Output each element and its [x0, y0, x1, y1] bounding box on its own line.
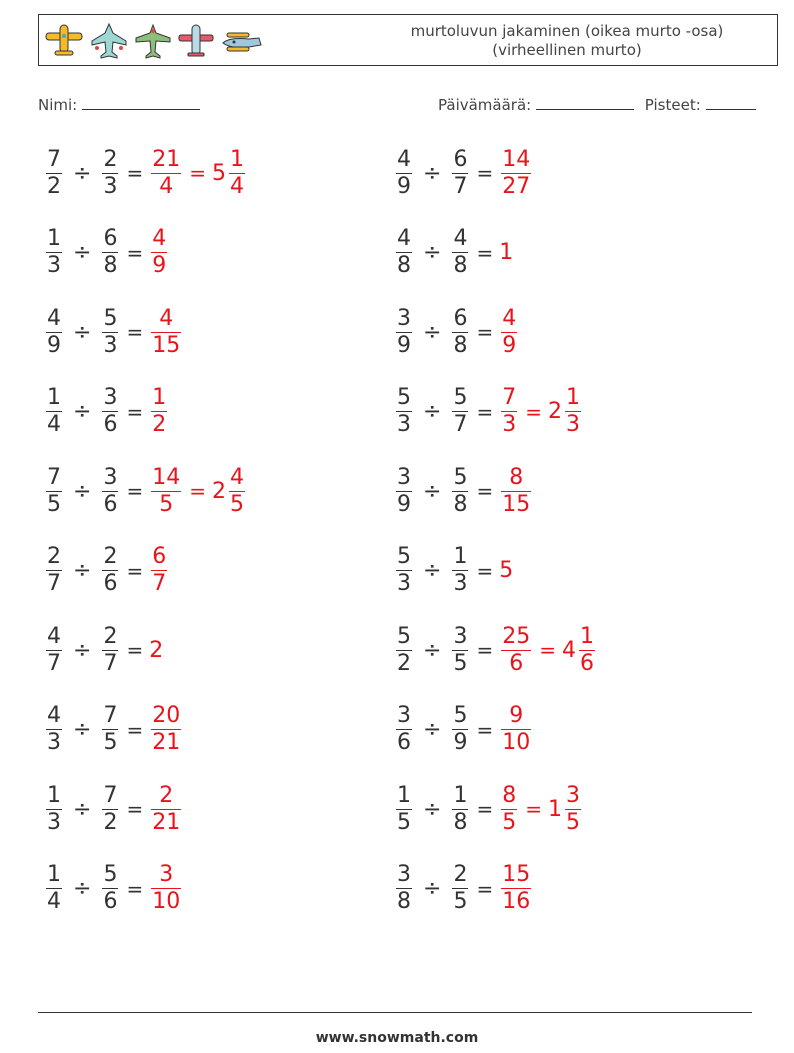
plane-icons	[43, 19, 265, 63]
divisor-fraction	[452, 863, 468, 914]
numerator: 1	[47, 782, 61, 808]
denominator: 7	[47, 571, 61, 596]
denominator: 9	[397, 491, 411, 517]
divisor-fraction	[102, 307, 118, 358]
answer	[149, 704, 183, 755]
numerator: 1	[453, 544, 468, 569]
name-label: Nimi:	[38, 96, 78, 114]
answer	[149, 466, 247, 517]
answer	[149, 227, 169, 278]
footer-url: www.snowmath.com	[315, 1030, 479, 1046]
equals-sign: =	[126, 479, 144, 503]
answer-fraction	[151, 307, 181, 358]
teal-plane-icon	[89, 21, 129, 61]
problem-item	[394, 218, 514, 288]
numerator: 4	[47, 703, 61, 728]
dividend-fraction	[46, 148, 62, 199]
denominator: 9	[47, 332, 61, 358]
denominator: 7	[152, 571, 167, 596]
answer-fraction	[501, 625, 531, 676]
numerator: 4	[397, 226, 411, 251]
problem-item	[394, 695, 533, 765]
problem-item	[44, 218, 169, 288]
biplane-icon	[219, 21, 265, 61]
denominator: 7	[453, 412, 468, 437]
numerator: 5	[397, 544, 411, 569]
numerator: 1	[579, 623, 594, 649]
denominator: 7	[103, 650, 118, 676]
equals-sign: =	[126, 558, 144, 583]
equals-sign: =	[126, 797, 144, 821]
answer-fraction	[501, 386, 517, 437]
divide-sign: ÷	[73, 478, 92, 504]
answer-equals-sign: =	[189, 161, 206, 185]
answer	[499, 240, 514, 265]
numerator: 3	[565, 782, 580, 808]
equals-sign: =	[476, 558, 494, 583]
divisor-fraction	[102, 704, 118, 755]
footer-divider	[38, 1012, 752, 1013]
problem-item	[44, 695, 183, 765]
denominator: 27	[502, 173, 531, 199]
divide-sign: ÷	[423, 876, 442, 901]
numerator: 2	[103, 623, 118, 649]
equals-sign: =	[476, 638, 494, 662]
equals-sign: =	[476, 717, 494, 742]
divide-sign: ÷	[73, 558, 92, 583]
numerator: 4	[397, 146, 411, 172]
numerator: 4	[502, 305, 517, 331]
denominator: 8	[397, 253, 411, 278]
problem-item	[44, 774, 183, 844]
answer-fraction	[151, 863, 181, 914]
denominator: 10	[502, 730, 531, 755]
equals-sign: =	[476, 399, 494, 424]
denominator: 3	[502, 412, 517, 437]
numerator: 5	[453, 385, 468, 410]
denominator: 6	[509, 650, 524, 676]
problem-item	[394, 297, 519, 367]
numerator: 4	[47, 623, 61, 649]
numerator: 7	[103, 703, 118, 728]
dividend-fraction	[46, 704, 62, 755]
divide-sign: ÷	[73, 240, 92, 265]
answer	[499, 558, 514, 583]
problem-item	[44, 138, 247, 208]
denominator: 6	[103, 889, 118, 914]
numerator: 14	[152, 464, 181, 490]
divisor-fraction	[452, 704, 468, 755]
numerator: 2	[103, 544, 118, 569]
denominator: 8	[453, 332, 468, 358]
answer-whole: 2	[149, 637, 164, 663]
numerator: 1	[47, 226, 61, 251]
divisor-fraction	[102, 386, 118, 437]
denominator: 5	[453, 650, 468, 676]
equals-sign: =	[476, 479, 494, 503]
divide-sign: ÷	[423, 399, 442, 424]
dividend-fraction	[396, 227, 412, 278]
numerator: 1	[152, 385, 167, 410]
numerator: 1	[565, 385, 580, 410]
divide-sign: ÷	[73, 717, 92, 742]
dividend-fraction	[46, 466, 62, 517]
denominator: 7	[47, 650, 61, 676]
divisor-fraction	[102, 545, 118, 596]
denominator: 4	[47, 889, 61, 914]
numerator: 1	[397, 782, 411, 808]
numerator: 4	[47, 305, 61, 331]
answer	[499, 466, 533, 517]
dividend-fraction	[396, 863, 412, 914]
problem-item	[44, 377, 169, 447]
divide-sign: ÷	[423, 319, 442, 345]
numerator: 6	[453, 146, 468, 172]
equals-sign: =	[126, 320, 144, 344]
mixed-fraction	[229, 466, 245, 517]
problem-item	[394, 138, 533, 208]
answer-fraction	[151, 784, 181, 835]
score-label: Pisteet:	[644, 96, 701, 114]
header-box	[38, 14, 778, 66]
answer	[149, 148, 247, 199]
problem-item	[394, 377, 583, 447]
problem-item	[394, 536, 514, 606]
divisor-fraction	[452, 307, 468, 358]
answer-fraction	[151, 545, 167, 596]
mixed-whole: 2	[547, 399, 562, 424]
answer-fraction	[151, 227, 167, 278]
divide-sign: ÷	[423, 717, 442, 742]
denominator: 8	[453, 253, 468, 278]
divisor-fraction	[102, 784, 118, 835]
problem-item	[394, 456, 533, 526]
answer	[149, 638, 164, 663]
answer-fraction	[151, 466, 181, 517]
divide-sign: ÷	[73, 319, 92, 345]
dividend-fraction	[46, 545, 62, 596]
numerator: 3	[397, 464, 411, 490]
answer-fraction	[501, 148, 531, 199]
problem-item	[394, 774, 583, 844]
problem-item	[44, 536, 169, 606]
worksheet-title	[379, 22, 755, 60]
answer-equals-sign: =	[539, 638, 556, 662]
denominator: 6	[103, 412, 118, 437]
numerator: 3	[103, 464, 118, 490]
dividend-fraction	[396, 386, 412, 437]
numerator: 5	[103, 305, 118, 331]
denominator: 5	[397, 809, 411, 835]
mixed-whole: 1	[547, 796, 562, 822]
divisor-fraction	[102, 466, 118, 517]
divisor-fraction	[102, 625, 118, 676]
green-plane-icon	[133, 21, 173, 61]
equals-sign: =	[476, 161, 494, 185]
numerator: 2	[159, 782, 174, 808]
numerator: 2	[47, 544, 61, 569]
answer-equals-sign: =	[189, 479, 206, 503]
denominator: 5	[229, 491, 244, 517]
answer-fraction	[501, 784, 517, 835]
dividend-fraction	[46, 784, 62, 835]
divisor-fraction	[102, 227, 118, 278]
answer-equals-sign: =	[525, 399, 542, 424]
numerator: 1	[229, 146, 244, 172]
problem-item	[394, 615, 597, 685]
divide-sign: ÷	[423, 796, 442, 822]
numerator: 4	[159, 305, 174, 331]
score-blank[interactable]	[706, 95, 756, 110]
denominator: 16	[502, 889, 531, 914]
answer-fraction	[151, 386, 167, 437]
numerator: 4	[152, 226, 167, 251]
denominator: 6	[103, 571, 118, 596]
denominator: 4	[229, 173, 244, 199]
answer	[149, 863, 183, 914]
dividend-fraction	[396, 148, 412, 199]
numerator: 5	[103, 862, 118, 887]
dividend-fraction	[46, 625, 62, 676]
numerator: 25	[502, 623, 531, 649]
answer	[499, 863, 533, 914]
divisor-fraction	[452, 784, 468, 835]
denominator: 10	[152, 889, 181, 914]
yellow-plane-icon	[43, 21, 85, 61]
dividend-fraction	[396, 307, 412, 358]
equals-sign: =	[126, 717, 144, 742]
divisor-fraction	[452, 625, 468, 676]
denominator: 3	[103, 332, 118, 358]
date-blank[interactable]	[536, 95, 634, 110]
answer	[499, 784, 583, 835]
mixed-fraction	[229, 148, 245, 199]
denominator: 9	[453, 730, 468, 755]
numerator: 5	[397, 385, 411, 410]
numerator: 21	[152, 146, 181, 172]
equals-sign: =	[476, 876, 494, 901]
numerator: 8	[509, 464, 524, 490]
problem-item	[394, 854, 533, 924]
denominator: 4	[159, 173, 174, 199]
equals-sign: =	[126, 638, 144, 662]
dividend-fraction	[396, 704, 412, 755]
numerator: 8	[502, 782, 517, 808]
answer-equals-sign: =	[525, 797, 542, 821]
denominator: 2	[103, 809, 118, 835]
denominator: 3	[47, 809, 61, 835]
denominator: 5	[565, 809, 580, 835]
numerator: 7	[502, 385, 517, 410]
numerator: 3	[103, 385, 118, 410]
answer-fraction	[501, 863, 531, 914]
answer	[149, 784, 183, 835]
divide-sign: ÷	[423, 637, 442, 663]
denominator: 2	[397, 650, 411, 676]
denominator: 6	[103, 491, 118, 517]
divide-sign: ÷	[73, 399, 92, 424]
numerator: 3	[453, 623, 468, 649]
denominator: 5	[47, 491, 61, 517]
dividend-fraction	[46, 227, 62, 278]
divide-sign: ÷	[73, 796, 92, 822]
divisor-fraction	[452, 466, 468, 517]
numerator: 7	[47, 464, 61, 490]
numerator: 5	[397, 623, 411, 649]
denominator: 3	[47, 730, 61, 755]
answer	[499, 704, 533, 755]
numerator: 14	[502, 146, 531, 172]
mixed-fraction	[565, 784, 581, 835]
divide-sign: ÷	[423, 478, 442, 504]
name-blank[interactable]	[82, 95, 200, 110]
equals-sign: =	[476, 797, 494, 821]
divide-sign: ÷	[73, 637, 92, 663]
mixed-whole: 2	[211, 478, 226, 504]
denominator: 2	[47, 173, 61, 199]
answer	[499, 386, 583, 437]
dividend-fraction	[396, 625, 412, 676]
equals-sign: =	[476, 240, 494, 265]
equals-sign: =	[126, 876, 144, 901]
denominator: 21	[152, 809, 181, 835]
denominator: 6	[397, 730, 411, 755]
answer-fraction	[151, 704, 181, 755]
answer	[149, 545, 169, 596]
numerator: 1	[47, 385, 61, 410]
divisor-fraction	[102, 863, 118, 914]
denominator: 5	[103, 730, 118, 755]
equals-sign: =	[126, 399, 144, 424]
answer-whole: 5	[499, 558, 514, 583]
answer-fraction	[501, 704, 531, 755]
date-label: Päivämäärä:	[438, 96, 532, 114]
denominator: 8	[103, 253, 118, 278]
denominator: 3	[397, 571, 411, 596]
numerator: 20	[152, 703, 181, 728]
answer-fraction	[501, 307, 517, 358]
denominator: 9	[502, 332, 517, 358]
problem-item	[44, 615, 164, 685]
answer-fraction	[151, 148, 181, 199]
numerator: 4	[453, 226, 468, 251]
problem-item	[44, 854, 183, 924]
numerator: 7	[103, 782, 118, 808]
red-plane-icon	[177, 21, 215, 61]
divisor-fraction	[102, 148, 118, 199]
name-field	[38, 95, 200, 114]
numerator: 4	[229, 464, 244, 490]
answer	[149, 386, 169, 437]
denominator: 3	[103, 173, 118, 199]
mixed-fraction	[565, 386, 581, 437]
numerator: 1	[47, 862, 61, 887]
dividend-fraction	[396, 545, 412, 596]
numerator: 1	[453, 782, 468, 808]
dividend-fraction	[46, 307, 62, 358]
denominator: 15	[152, 332, 181, 358]
denominator: 21	[152, 730, 181, 755]
denominator: 2	[152, 412, 167, 437]
numerator: 6	[103, 226, 118, 251]
denominator: 3	[397, 412, 411, 437]
dividend-fraction	[396, 466, 412, 517]
denominator: 15	[502, 491, 531, 517]
denominator: 8	[397, 889, 411, 914]
answer-whole: 1	[499, 240, 514, 265]
denominator: 8	[453, 809, 468, 835]
divide-sign: ÷	[423, 240, 442, 265]
dividend-fraction	[46, 863, 62, 914]
answer	[499, 148, 533, 199]
denominator: 3	[47, 253, 61, 278]
mixed-whole: 5	[211, 160, 226, 186]
divide-sign: ÷	[73, 160, 92, 186]
numerator: 3	[397, 862, 411, 887]
denominator: 8	[453, 491, 468, 517]
numerator: 5	[453, 703, 468, 728]
numerator: 15	[502, 862, 531, 887]
equals-sign: =	[126, 161, 144, 185]
answer	[149, 307, 183, 358]
dividend-fraction	[396, 784, 412, 835]
denominator: 9	[397, 173, 411, 199]
equals-sign: =	[126, 240, 144, 265]
date-score-fields	[438, 95, 756, 114]
answer	[499, 307, 519, 358]
divide-sign: ÷	[423, 160, 442, 186]
divisor-fraction	[452, 386, 468, 437]
divisor-fraction	[452, 227, 468, 278]
mixed-whole: 4	[561, 637, 576, 663]
equals-sign: =	[476, 320, 494, 344]
denominator: 6	[579, 650, 594, 676]
numerator: 5	[453, 464, 468, 490]
numerator: 3	[159, 862, 174, 887]
title-line-2: (virheellinen murto)	[492, 41, 642, 59]
numerator: 7	[47, 146, 61, 172]
divide-sign: ÷	[423, 558, 442, 583]
denominator: 5	[453, 889, 468, 914]
numerator: 3	[397, 703, 411, 728]
problem-item	[44, 456, 247, 526]
divisor-fraction	[452, 545, 468, 596]
denominator: 9	[152, 253, 167, 278]
numerator: 9	[509, 703, 524, 728]
divisor-fraction	[452, 148, 468, 199]
title-line-1: murtoluvun jakaminen (oikea murto -osa)	[410, 22, 724, 40]
answer	[499, 625, 597, 676]
divide-sign: ÷	[73, 876, 92, 901]
denominator: 9	[397, 332, 411, 358]
denominator: 7	[453, 173, 468, 199]
denominator: 4	[47, 412, 61, 437]
numerator: 2	[103, 146, 118, 172]
numerator: 3	[397, 305, 411, 331]
numerator: 2	[453, 862, 468, 887]
answer-fraction	[501, 466, 531, 517]
denominator: 5	[159, 491, 174, 517]
denominator: 5	[502, 809, 517, 835]
numerator: 6	[453, 305, 468, 331]
denominator: 3	[565, 412, 580, 437]
denominator: 3	[453, 571, 468, 596]
problem-item	[44, 297, 183, 367]
mixed-fraction	[579, 625, 595, 676]
numerator: 6	[152, 544, 167, 569]
dividend-fraction	[46, 386, 62, 437]
